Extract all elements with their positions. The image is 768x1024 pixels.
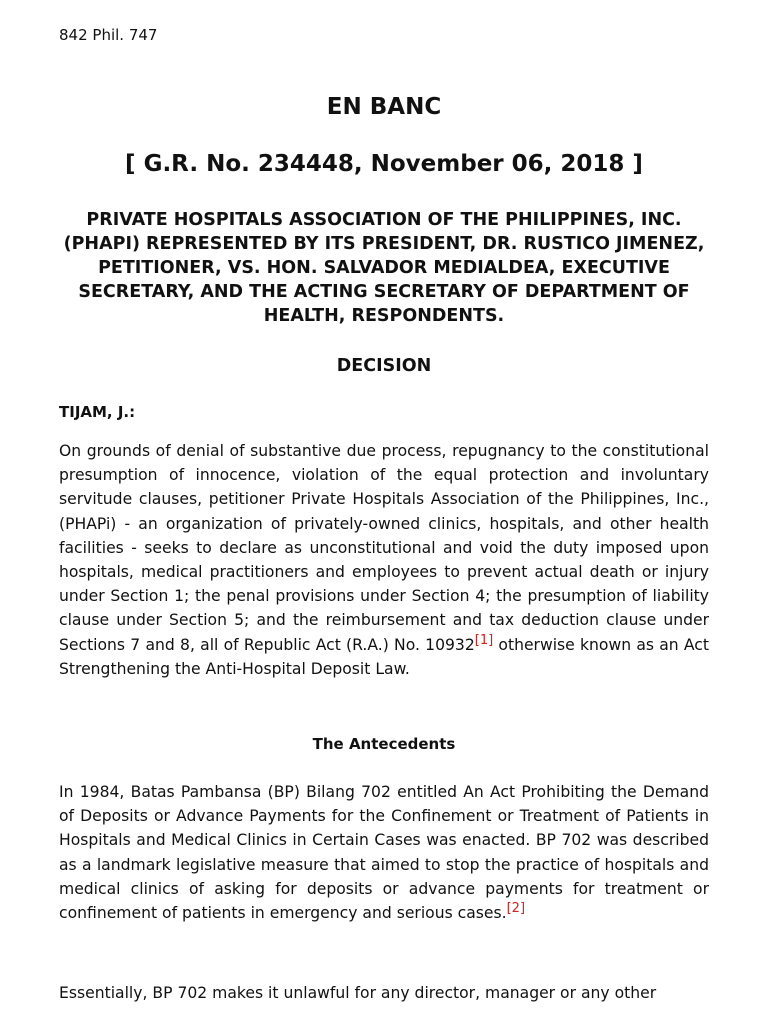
footnote-link-2[interactable]: [2] — [506, 900, 526, 916]
paragraph-bp702 — [59, 981, 709, 1005]
court-division: EN BANC — [326, 94, 442, 120]
paragraph-intro — [59, 439, 709, 681]
paragraph-antecedents — [59, 780, 709, 925]
decision-heading: DECISION — [336, 356, 432, 376]
citation: 842 Phil. 747 — [59, 26, 158, 44]
paragraph-intro-text-end: otherwise known as an Act Strengthening the Anti-Hospital Deposit Law. — [59, 635, 709, 678]
case-number: [ G.R. No. 234448, November 06, 2018 ] — [125, 151, 643, 177]
paragraph-intro-text: On grounds of denial of substantive due process, repugnancy to the constitutional presumption of innocence, violation of the equal protection and involuntary servitude clauses, petitioner Private Hospitals Association of the Philippines, Inc., (PHAPi) - an organization of privately-owned clinics, hospitals, and other health facilities - seeks to declare as unconstitutional and void the duty imposed upon hospitals, medical practitioners and employees to prevent actual death or injury under Section 1; the penal provisions under Section 4; the presumption of liability clause under Section 5; and the reimbursement and tax deduction clause under Sections 7 and 8, all of Republic Act (R.A.) No. 10932 — [59, 442, 709, 654]
case-parties: PRIVATE HOSPITALS ASSOCIATION OF THE PHILIPPINES, INC. (PHAPI) REPRESENTED BY ITS PRESIDENT, DR. RUSTICO JIMENEZ, PETITIONER, VS. HON. SALVADOR MEDIALDEA, EXECUTIVE SECRETARY, AND THE ACTING SECRETARY OF DEPARTMENT OF HEALTH, RESPONDENTS. — [63, 210, 705, 326]
paragraph-antecedents-text: In 1984, Batas Pambansa (BP) Bilang 702 entitled An Act Prohibiting the Demand of Deposits or Advance Payments for the Confinement or Treatment of Patients in Hospitals and Medical Clinics in Certain Cases was enacted. BP 702 was described as a landmark legislative measure that aimed to stop the practice of hospitals and medical clinics of asking for deposits or advance payments for treatment or confinement of patients in emergency and serious cases. — [59, 783, 709, 923]
footnote-link-1[interactable]: [1] — [474, 632, 494, 648]
paragraph-bp702-text: Essentially, BP 702 makes it unlawful for any director, manager or any other — [59, 984, 657, 1002]
section-title-antecedents: The Antecedents — [312, 735, 456, 753]
ponente: TIJAM, J.: — [59, 403, 136, 421]
